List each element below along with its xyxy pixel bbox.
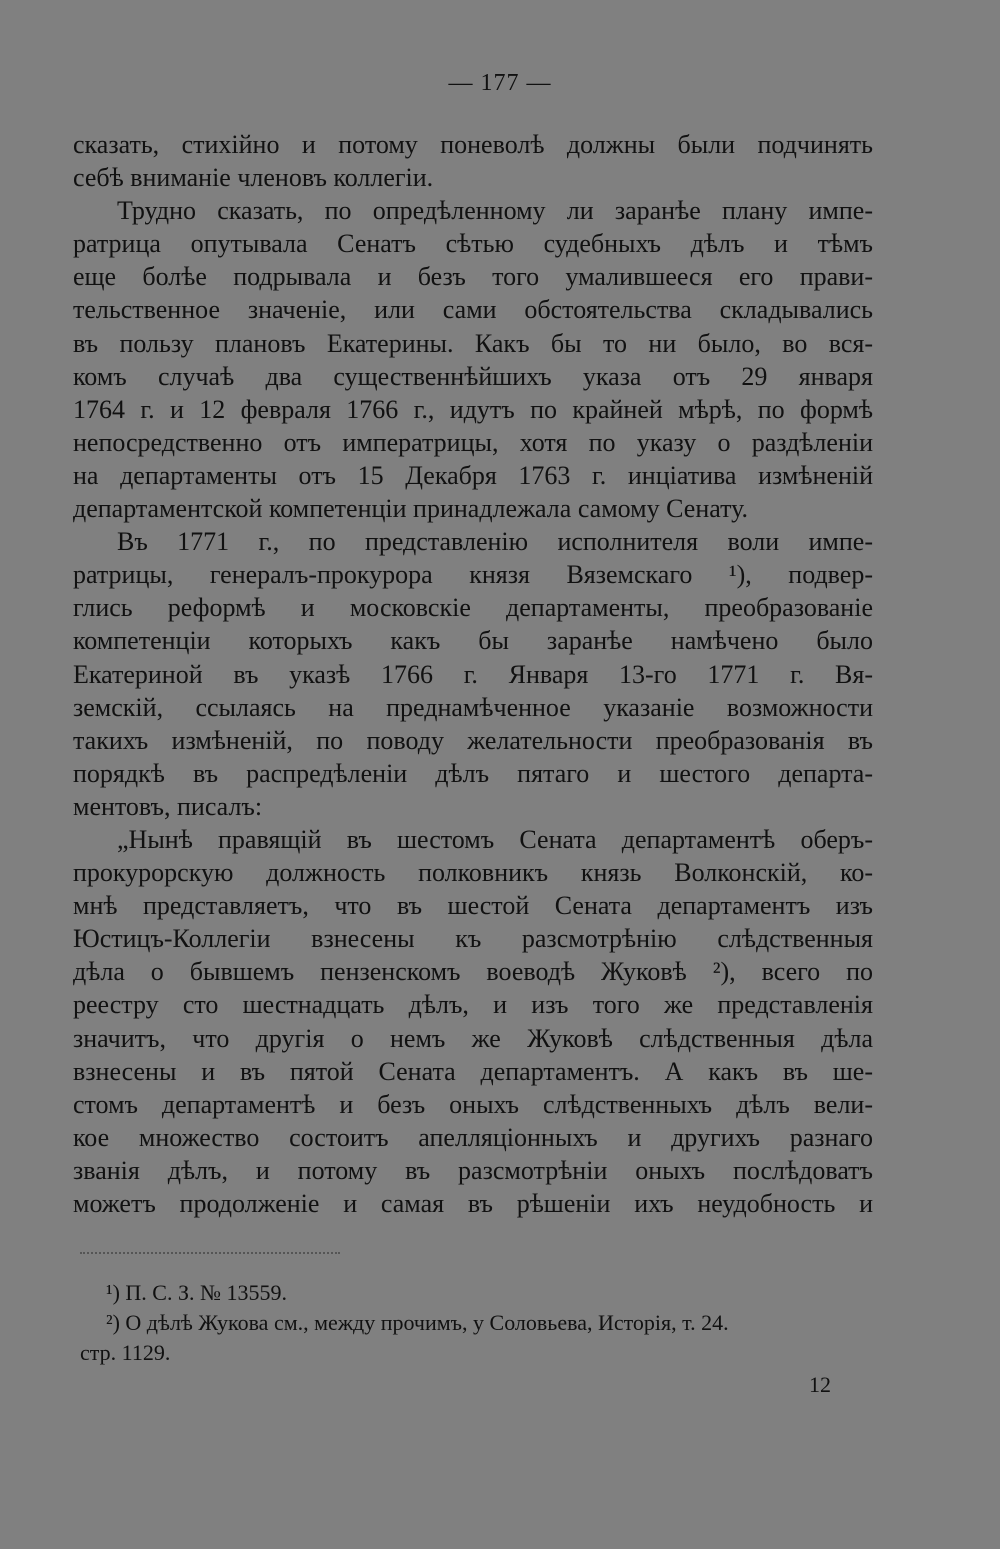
signature-mark: 12 <box>809 1372 831 1397</box>
footnote-2: ²) О дѣлѣ Жукова см., между прочимъ, у Соловьева, Исторія, т. 24. <box>106 1310 729 1335</box>
footnote-1: ¹) П. С. З. № 13559. <box>106 1280 287 1305</box>
text-line: ратрицы, генералъ-прокурора князя Вяземскаго ¹), подвер- <box>73 560 873 590</box>
text-line: прокурорскую должность полковникъ князь Волконскій, ко- <box>73 858 873 888</box>
text-line: Екатериной въ указѣ 1766 г. Января 13-го 1771 г. Вя- <box>73 659 873 689</box>
text-line: въ пользу плановъ Екатерины. Какъ бы то ни было, во вся- <box>73 328 873 358</box>
text-line: Въ 1771 г., по представленію исполнителя воли импе- <box>117 527 873 557</box>
text-line: 1764 г. и 12 февраля 1766 г., идутъ по крайней мѣрѣ, по формѣ <box>73 394 873 424</box>
text-line: земскій, ссылаясь на преднамѣченное указаніе возможности <box>73 692 873 722</box>
text-line: реестру сто шестнадцать дѣлъ, и изъ того же представленія <box>73 990 873 1020</box>
text-line: еще болѣе подрывала и безъ того умалившееся его прави- <box>73 262 873 292</box>
text-line: глись реформѣ и московскіе департаменты, преобразованіе <box>73 593 873 623</box>
text-line: Юстицъ-Коллегіи взнесены къ разсмотрѣнію слѣдственныя <box>73 924 873 954</box>
footnote-divider <box>80 1252 340 1254</box>
text-line: взнесены и въ пятой Сената департаментъ. А какъ въ ше- <box>73 1056 873 1086</box>
text-line: непосредственно отъ императрицы, хотя по указу о раздѣленіи <box>73 427 873 457</box>
text-line: сказать, стихійно и потому поневолѣ должны были подчинять <box>73 130 873 159</box>
text-line: себѣ вниманіе членовъ коллегіи. <box>73 163 434 193</box>
footnote-2-continuation: стр. 1129. <box>80 1340 171 1365</box>
text-line: компетенціи которыхъ какъ бы заранѣе намѣчено было <box>73 626 873 656</box>
text-line: стомъ департаментѣ и безъ оныхъ слѣдственныхъ дѣлъ вели- <box>73 1089 873 1119</box>
text-line: значитъ, что другія о немъ же Жуковѣ слѣдственныя дѣла <box>73 1023 873 1053</box>
text-line: дѣла о бывшемъ пензенскомъ воеводѣ Жуковѣ ²), всего по <box>73 957 873 987</box>
text-line: порядкѣ въ распредѣленіи дѣлъ пятаго и шестого департа- <box>73 758 873 788</box>
text-line: такихъ измѣненій, по поводу желательности преобразованія въ <box>73 725 873 755</box>
body-text <box>73 128 873 1220</box>
footnotes <box>80 1278 870 1368</box>
text-line: мнѣ представляетъ, что въ шестой Сената департаментъ изъ <box>73 891 873 921</box>
text-line: „Нынѣ правящій въ шестомъ Сената департаментѣ оберъ- <box>117 824 873 854</box>
text-line: комъ случаѣ два существеннѣйшихъ указа отъ 29 января <box>73 361 873 391</box>
text-line: тельственное значеніе, или сами обстоятельства складывались <box>73 295 873 325</box>
text-line: ментовъ, писалъ: <box>73 791 263 821</box>
text-line: на департаменты отъ 15 Декабря 1763 г. инціатива измѣненій <box>73 460 873 490</box>
text-line: кое множество состоитъ апелляціонныхъ и другихъ разнаго <box>73 1122 873 1152</box>
page-number: — 177 — <box>448 70 552 96</box>
text-line: званія дѣлъ, и потому въ разсмотрѣніи оныхъ послѣдоватъ <box>73 1155 873 1185</box>
text-line: ратрица опутывала Сенатъ сѣтью судебныхъ дѣлъ и тѣмъ <box>73 229 873 259</box>
text-line: можетъ продолженіе и самая въ рѣшеніи ихъ неудобность и <box>73 1189 873 1218</box>
text-line: Трудно сказать, по опредѣленному ли заранѣе плану импе- <box>117 196 873 226</box>
text-line: департаментской компетенціи принадлежала самому Сенату. <box>73 494 749 524</box>
